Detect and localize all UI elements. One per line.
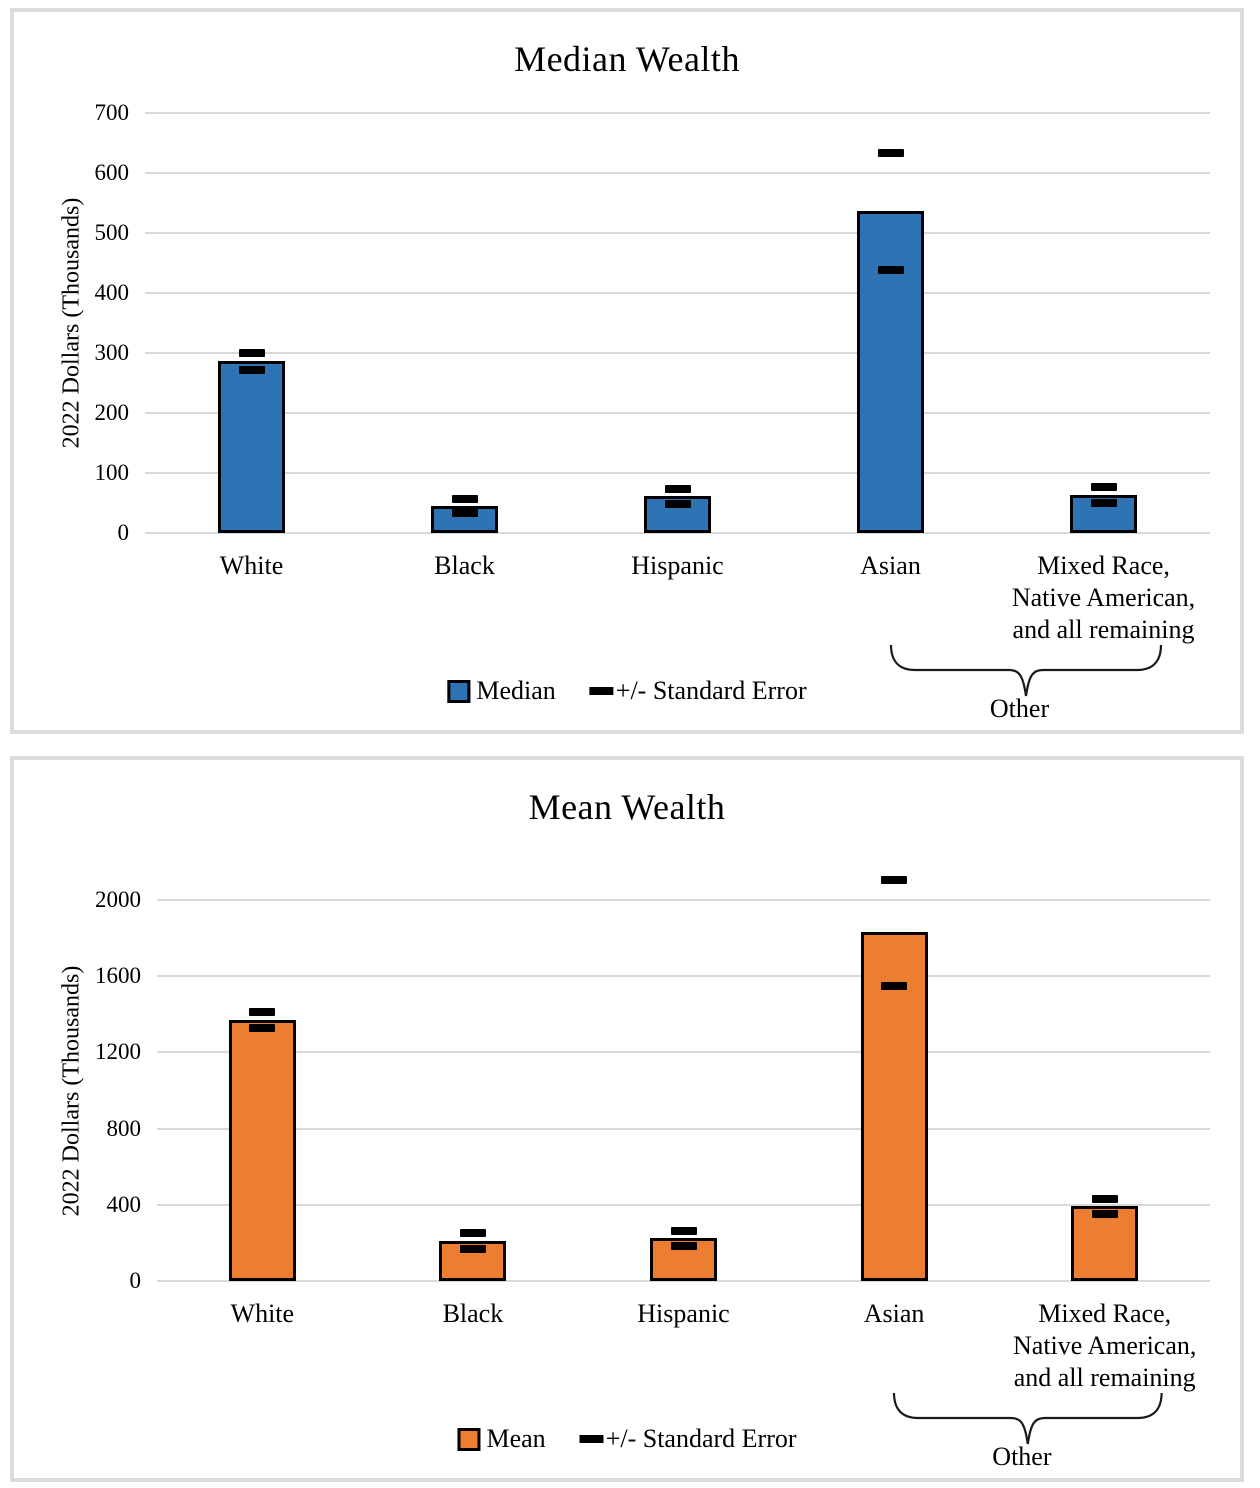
error-low-white xyxy=(239,366,265,374)
gridline-2000 xyxy=(157,899,1210,901)
other-group-bracket-path xyxy=(891,645,1161,696)
gridline-800 xyxy=(157,1128,1210,1130)
error-low-hispanic xyxy=(665,500,691,508)
x-label-mixed-race xyxy=(964,550,1244,646)
legend xyxy=(457,1424,796,1454)
y-tick-1200: 1200 xyxy=(95,1039,141,1065)
bar-asian xyxy=(857,211,924,533)
x-label-line: Asian xyxy=(863,1299,925,1328)
y-tick-600: 600 xyxy=(94,160,129,185)
y-tick-700: 700 xyxy=(94,100,129,125)
error-low-mixed-race xyxy=(1092,1210,1118,1218)
gridline-300 xyxy=(145,352,1210,354)
gridline-1600 xyxy=(157,975,1210,977)
error-low-black xyxy=(452,509,478,517)
legend-series-label: Mean xyxy=(486,1424,546,1453)
legend-marker-mean xyxy=(457,1428,480,1451)
error-high-black xyxy=(452,495,478,503)
y-tick-1600: 1600 xyxy=(95,963,141,989)
error-low-mixed-race xyxy=(1091,499,1117,507)
y-tick-400: 400 xyxy=(94,280,129,305)
x-label-line: Black xyxy=(442,1299,504,1328)
error-high-asian xyxy=(881,876,907,884)
chart-title: Median Wealth xyxy=(514,39,740,79)
gridline-400 xyxy=(157,1204,1210,1206)
x-label-mixed-race xyxy=(965,1298,1245,1394)
legend-marker-median xyxy=(447,680,470,703)
median-wealth-chart xyxy=(10,8,1244,734)
error-low-black xyxy=(460,1245,486,1253)
x-label-line: Mixed Race, xyxy=(1038,1299,1172,1328)
legend-error-label: +/- Standard Error xyxy=(605,1424,797,1453)
error-high-mixed-race xyxy=(1091,483,1117,491)
error-high-mixed-race xyxy=(1092,1195,1118,1203)
y-tick-300: 300 xyxy=(94,340,129,365)
error-high-white xyxy=(249,1008,275,1016)
x-label-line: Black xyxy=(434,551,495,580)
y-axis-label: 2022 Dollars (Thousands) xyxy=(58,197,85,449)
error-low-white xyxy=(249,1024,275,1032)
gridline-500 xyxy=(145,232,1210,234)
y-tick-500: 500 xyxy=(94,220,129,245)
y-axis-label: 2022 Dollars (Thousands) xyxy=(58,965,85,1216)
y-tick-0: 0 xyxy=(117,520,129,545)
x-label-line: Asian xyxy=(860,551,921,580)
legend-series-label: Median xyxy=(476,676,556,705)
x-label-line: Mixed Race, xyxy=(1037,551,1170,580)
legend-error-dash-icon xyxy=(590,687,614,695)
gridline-200 xyxy=(145,412,1210,414)
gridline-100 xyxy=(145,472,1210,474)
legend xyxy=(447,676,806,706)
error-high-hispanic xyxy=(665,485,691,493)
chart-title: Mean Wealth xyxy=(528,787,726,827)
gridline-1200 xyxy=(157,1051,1210,1053)
legend-error-label: +/- Standard Error xyxy=(615,676,807,705)
other-group-bracket xyxy=(889,642,1163,700)
x-label-line: Hispanic xyxy=(637,1299,730,1328)
y-tick-2000: 2000 xyxy=(95,887,141,912)
x-label-line: White xyxy=(230,1299,295,1328)
error-low-asian xyxy=(878,266,904,274)
other-group-label: Other xyxy=(989,694,1050,723)
x-label-line: Native American, xyxy=(1011,583,1196,612)
y-tick-800: 800 xyxy=(106,1115,141,1141)
bar-white xyxy=(218,361,285,533)
bar-white xyxy=(229,1020,296,1281)
x-label-line: White xyxy=(219,551,284,580)
gridline-600 xyxy=(145,172,1210,174)
legend-error-dash-icon xyxy=(580,1435,604,1443)
error-high-black xyxy=(460,1229,486,1237)
other-group-bracket xyxy=(892,1390,1164,1448)
error-high-asian xyxy=(878,149,904,157)
error-low-hispanic xyxy=(671,1242,697,1250)
y-tick-200: 200 xyxy=(94,400,129,425)
error-low-asian xyxy=(881,982,907,990)
other-group-bracket-path xyxy=(894,1393,1162,1444)
gridline-400 xyxy=(145,292,1210,294)
y-tick-400: 400 xyxy=(106,1191,141,1217)
x-label-line: and all remaining xyxy=(1012,615,1195,644)
error-high-hispanic xyxy=(671,1227,697,1235)
x-label-line: Hispanic xyxy=(631,551,724,580)
x-label-line: Native American, xyxy=(1013,1331,1197,1360)
x-label-line: and all remaining xyxy=(1013,1363,1196,1392)
gridline-700 xyxy=(145,112,1210,114)
mean-wealth-chart xyxy=(10,756,1244,1482)
y-tick-100: 100 xyxy=(94,460,129,485)
other-group-label: Other xyxy=(992,1442,1052,1471)
y-tick-0: 0 xyxy=(129,1268,141,1293)
error-high-white xyxy=(239,349,265,357)
